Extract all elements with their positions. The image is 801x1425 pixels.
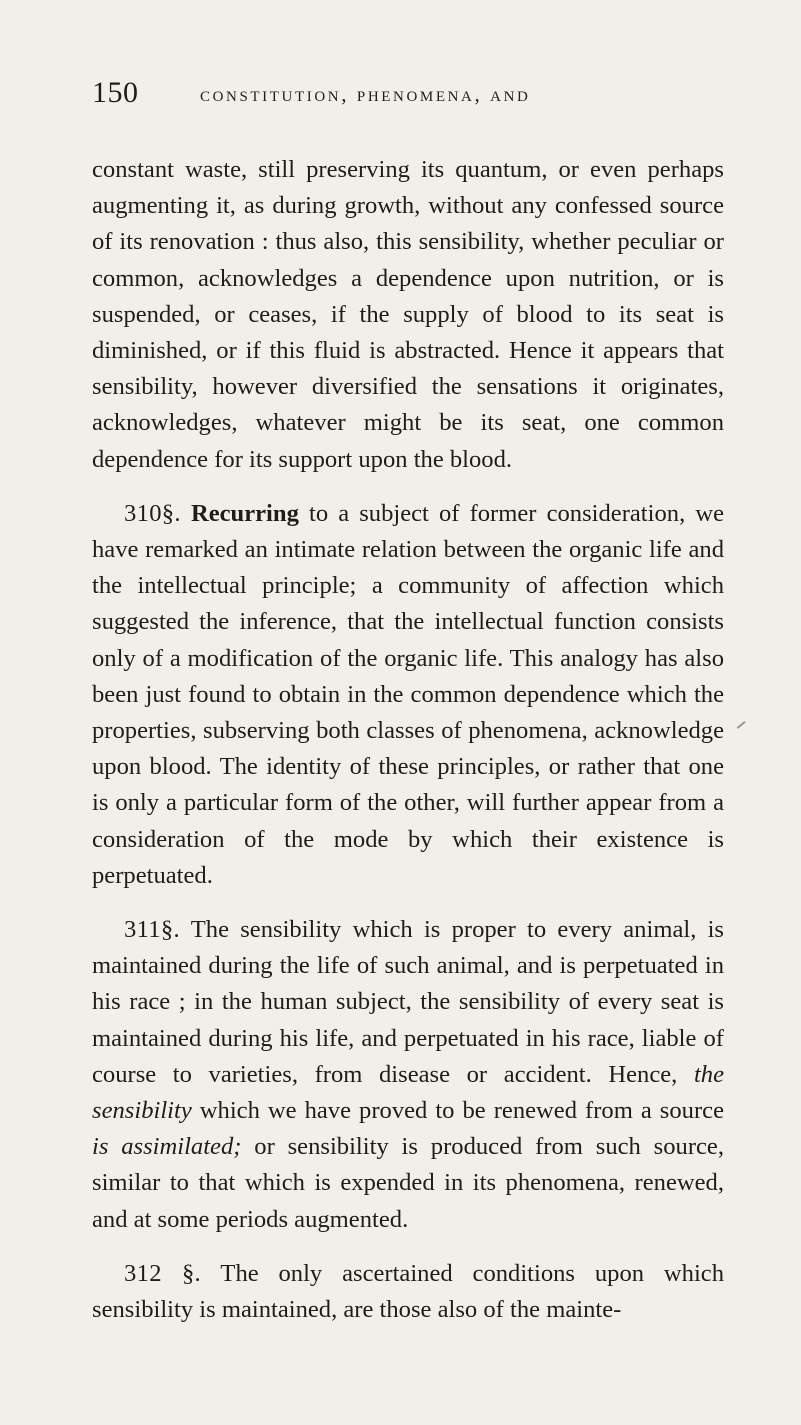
lead-word: Recurring: [190, 499, 299, 527]
paragraph-312: [92, 1256, 724, 1328]
section-number: 312 §.: [124, 1259, 201, 1287]
running-title: constitution, phenomena, and: [200, 82, 531, 106]
section-number: 311§.: [124, 916, 180, 944]
paragraph-310: [92, 496, 724, 894]
paragraph-311: [92, 912, 724, 1238]
emphasis-text: is assimilated;: [92, 1133, 242, 1161]
paragraph-text: or sensibility is produced from such source, similar to that which is expended in its phenomena, renewed, and at some periods augmented.: [92, 1133, 724, 1233]
paragraph-text: The only ascertained conditions upon which sensibility is maintained, are those also of the mainte-: [92, 1259, 724, 1324]
page-header: [92, 72, 709, 116]
paragraph-text: which we have proved to be renewed from a source: [199, 1097, 724, 1125]
paragraph-continued: [92, 152, 724, 478]
page-number: 150: [92, 76, 139, 109]
page-body: [92, 152, 724, 1328]
emphasis-text: the sensibility: [92, 1060, 724, 1125]
paragraph-text: The sensibility which is proper to every animal, is maintained during the life of such animal, and is perpetuated in his race ; in the human subject, the sensibility of every seat is maintained during his life, and perpetuated in his race, liable of course to varieties, from disease or accident. Hence,: [92, 916, 724, 1088]
paragraph-text: to a subject of former consideration, we have remarked an intimate relation between the organic life and the intellectual principle; a community of affection which suggested the inference, that the intellectual function consists only of a modification of the organic life. This analogy has also been just found to obtain in the common dependence which the properties, subserving both classes of phenomena, acknowledge upon blood. The identity of these principles, or rather that one is only a particular form of the other, will further appear from a consideration of the mode by which their existence is perpetuated.: [92, 499, 724, 889]
paragraph-text: constant waste, still preserving its quantum, or even perhaps augmenting it, as during growth, without any confessed source of its renovation : thus also, this sensibility, whether peculiar or common, acknowledges a dependence upon nutrition, or is suspended, or ceases, if the supply of blood to its seat is diminished, or if this fluid is abstracted. Hence it appears that sensibility, however diversified the sensations it originates, acknowledges, whatever might be its seat, one common dependence for its support upon the blood.: [92, 156, 724, 473]
margin-mark: [737, 721, 746, 729]
section-number: 310§.: [124, 499, 181, 527]
